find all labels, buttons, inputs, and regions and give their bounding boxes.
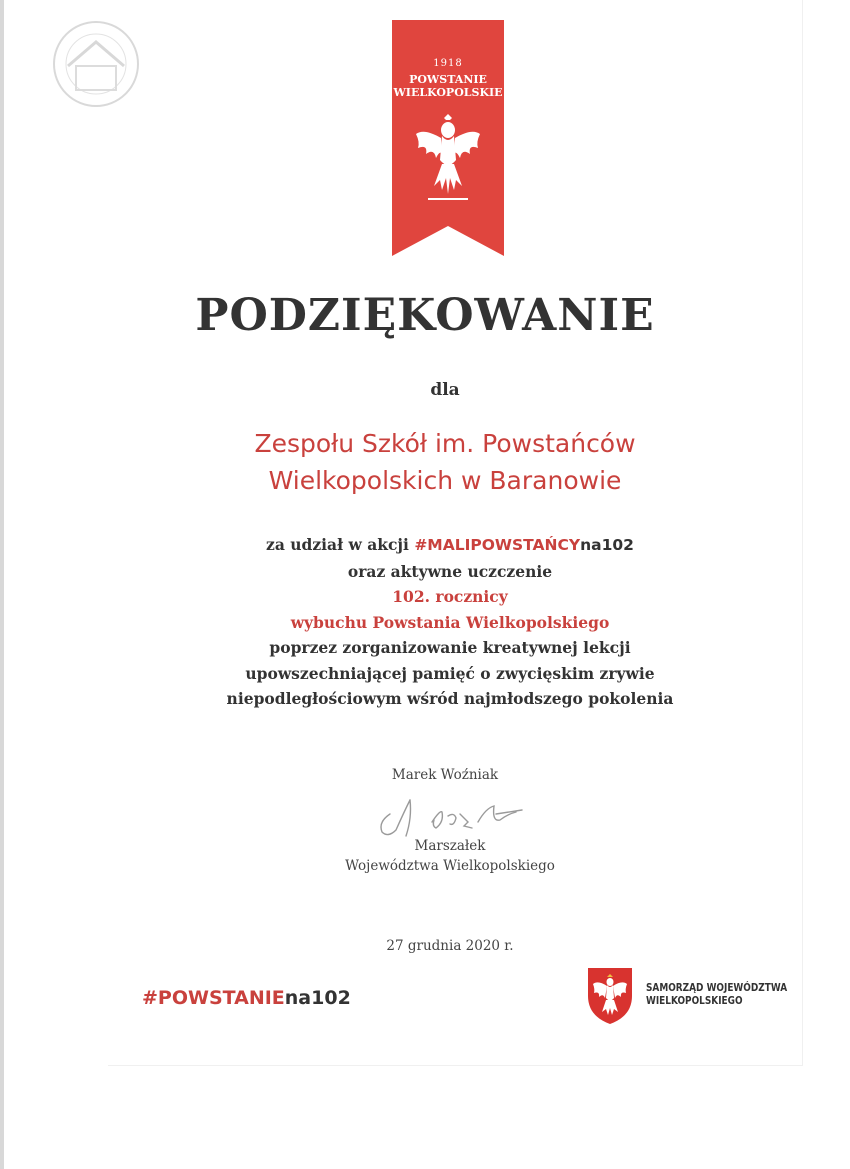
signatory-title-line2: Województwa Wielkopolskiego [345,858,555,874]
school-stamp-icon [44,14,148,108]
footer-hashtag-red: #POWSTANIE [142,987,285,1009]
footer-hashtag [142,987,351,1009]
dla-label: dla [430,380,460,400]
certificate-body [0,532,850,712]
footer-hashtag-dark: na102 [284,987,351,1009]
coat-of-arms-icon [586,966,634,1026]
eagle-icon [414,114,482,204]
body-line3: 102. rocznicy [392,587,508,606]
banner-title-line2: WIELKOPOLSKIE [393,86,503,99]
banner-title-line1: POWSTANIE [409,73,487,86]
footer-org-line1: SAMORZĄD WOJEWÓDZTWA [646,982,788,994]
issue-date: 27 grudnia 2020 r. [386,938,514,954]
body-line7: niepodległościowym wśród najmłodszego pokolenia [226,689,674,708]
recipient-line2: Wielkopolskich w Baranowie [268,466,622,495]
body-line1 [0,532,850,559]
campaign-hashtag-red: #MALIPOWSTAŃCY [414,536,581,554]
signatory-name: Marek Woźniak [391,767,499,783]
footer-organization [646,982,788,1008]
body-line2: oraz aktywne uczczenie [347,561,553,581]
body-line6: upowszechniającej pamięć o zwycięskim zrywie [245,663,655,683]
campaign-hashtag-dark: na102 [580,536,634,554]
samorzad-logo [586,966,796,1030]
page-title: PODZIĘKOWANIE [195,290,655,341]
signatory-title-line1: Marszałek [414,838,486,854]
recipient-line1: Zespołu Szkół im. Powstańców [254,429,636,458]
powstanie-banner [392,20,504,256]
banner-title [392,73,504,99]
signatory-title [0,836,850,876]
handwritten-signature [370,792,540,842]
body-line1-prefix: za udział w akcji [266,535,415,554]
recipient-name [0,425,850,499]
body-line4: wybuchu Powstania Wielkopolskiego [290,612,610,632]
banner-year: 1918 [433,58,463,69]
body-line5: poprzez zorganizowanie kreatywnej lekcji [269,638,631,657]
footer-org-line2: WIELKOPOLSKIEGO [646,995,743,1007]
